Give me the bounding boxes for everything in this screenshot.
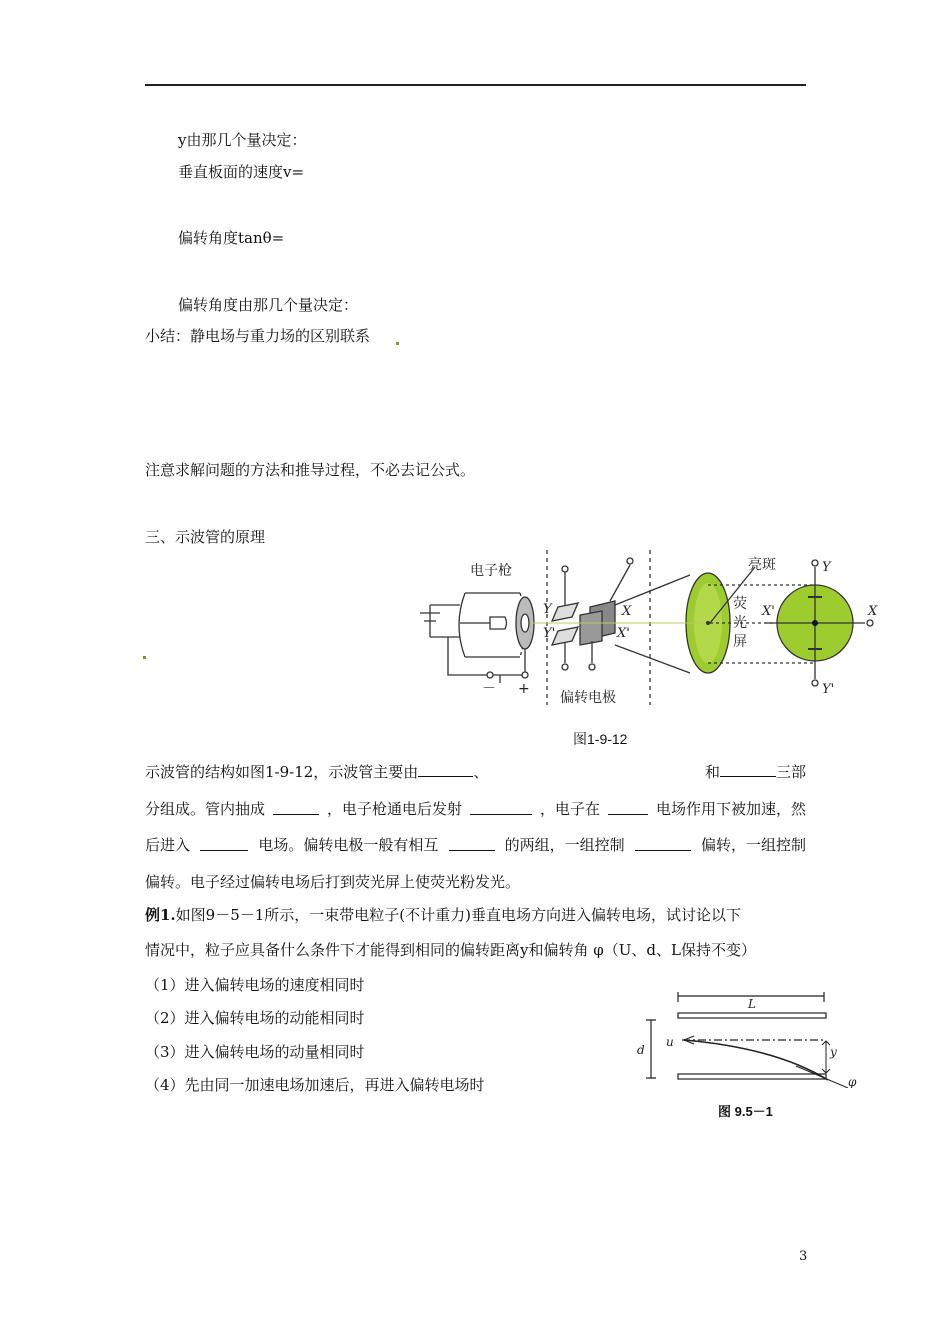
- para-text: 的两组，一组控制: [504, 836, 625, 854]
- example-item-4: （4）先由同一加速电场加速后，再进入偏转电场时: [145, 1076, 485, 1094]
- figure2-caption: 图 9.5－1: [718, 1104, 773, 1119]
- stray-dot: [396, 342, 399, 345]
- label-u: u: [666, 1035, 674, 1049]
- example-line-1: [145, 906, 806, 924]
- label-screen-1: 荧: [733, 596, 747, 612]
- para-text: 示波管的结构如图1-9-12，示波管主要由: [145, 763, 419, 781]
- section-title: 三、示波管的原理: [145, 528, 266, 546]
- deflection-diagram: [636, 988, 866, 1088]
- example-item-3: （3）进入偏转电场的动量相同时: [145, 1043, 365, 1061]
- label-y1: Y: [543, 602, 552, 617]
- example-line-2: 情况中，粒子应具备什么条件下才能得到相同的偏转距离y和偏转角 φ（U、d、L保持不变）: [145, 941, 756, 959]
- fill-blank: [470, 800, 532, 815]
- para-text: 电场。偏转电极一般有相互: [258, 836, 439, 854]
- label-minus: －: [482, 681, 496, 697]
- label-x1: X: [622, 604, 632, 619]
- example-item-2: （2）进入偏转电场的动能相同时: [145, 1009, 365, 1027]
- para-line-2: [145, 800, 806, 818]
- para-text: 和: [704, 763, 720, 781]
- para-line-4: 偏转。电子经过偏转电场后打到荧光屏上使荧光粉发光。: [145, 873, 521, 891]
- label-electrode: 偏转电极: [560, 690, 616, 706]
- para-line-1: [145, 762, 806, 781]
- fill-blank: [635, 836, 691, 851]
- example-label: 例1.: [145, 906, 176, 924]
- para-text: 电场作用下被加速，然: [655, 800, 806, 818]
- para-line-3: [145, 836, 806, 854]
- label-screen-2: 光: [733, 615, 747, 631]
- line-y-factors: y由那几个量决定：: [178, 131, 307, 149]
- fill-blank: [608, 800, 648, 815]
- example-text: 如图9－5－1所示，一束带电粒子(不计重力)垂直电场方向进入偏转电场，试讨论以下: [175, 906, 742, 924]
- para-text: ，电子枪通电后发射: [326, 800, 462, 818]
- label-y: y: [830, 1045, 837, 1059]
- oscilloscope-diagram: [410, 545, 890, 720]
- fill-blank: [418, 762, 473, 777]
- fill-blank: [720, 762, 776, 777]
- label-yp1: Y': [543, 626, 556, 641]
- label-x2: X: [868, 604, 878, 619]
- para-text: 偏转，一组控制: [700, 836, 806, 854]
- para-text: ，电子在: [539, 800, 600, 818]
- label-yp2: Y': [822, 682, 835, 697]
- label-spot: 亮斑: [748, 557, 776, 573]
- label-y2: Y: [822, 560, 831, 575]
- label-xp1: X': [617, 626, 630, 641]
- example-item-1: （1）进入偏转电场的速度相同时: [145, 976, 365, 994]
- line-tan-angle: 偏转角度tanθ=: [178, 229, 285, 247]
- stray-dot: [143, 656, 146, 659]
- line-vertical-velocity: 垂直板面的速度v=: [178, 163, 305, 181]
- para-text: 分组成。管内抽成: [145, 800, 266, 818]
- para-text: 后进入: [145, 836, 191, 854]
- label-plus: +: [518, 681, 530, 697]
- header-rule: [145, 84, 806, 86]
- label-screen-3: 屏: [733, 634, 747, 650]
- line-note: 注意求解问题的方法和推导过程，不必去记公式。: [145, 461, 476, 479]
- line-angle-factors: 偏转角度由那几个量决定：: [178, 296, 359, 314]
- fill-blank: [200, 836, 248, 851]
- label-d: d: [637, 1043, 645, 1057]
- label-phi: φ: [848, 1075, 857, 1088]
- label-xp2: X': [762, 604, 775, 619]
- label-L: L: [748, 997, 756, 1011]
- para-text: 三部: [775, 763, 806, 781]
- page-number: 3: [799, 1249, 808, 1264]
- figure1-caption: 图1-9-12: [573, 731, 628, 747]
- fill-blank: [273, 800, 319, 815]
- fill-blank: [449, 836, 495, 851]
- line-summary: 小结：静电场与重力场的区别联系: [145, 327, 371, 345]
- para-text: 、: [473, 763, 489, 781]
- label-gun: 电子枪: [470, 563, 512, 579]
